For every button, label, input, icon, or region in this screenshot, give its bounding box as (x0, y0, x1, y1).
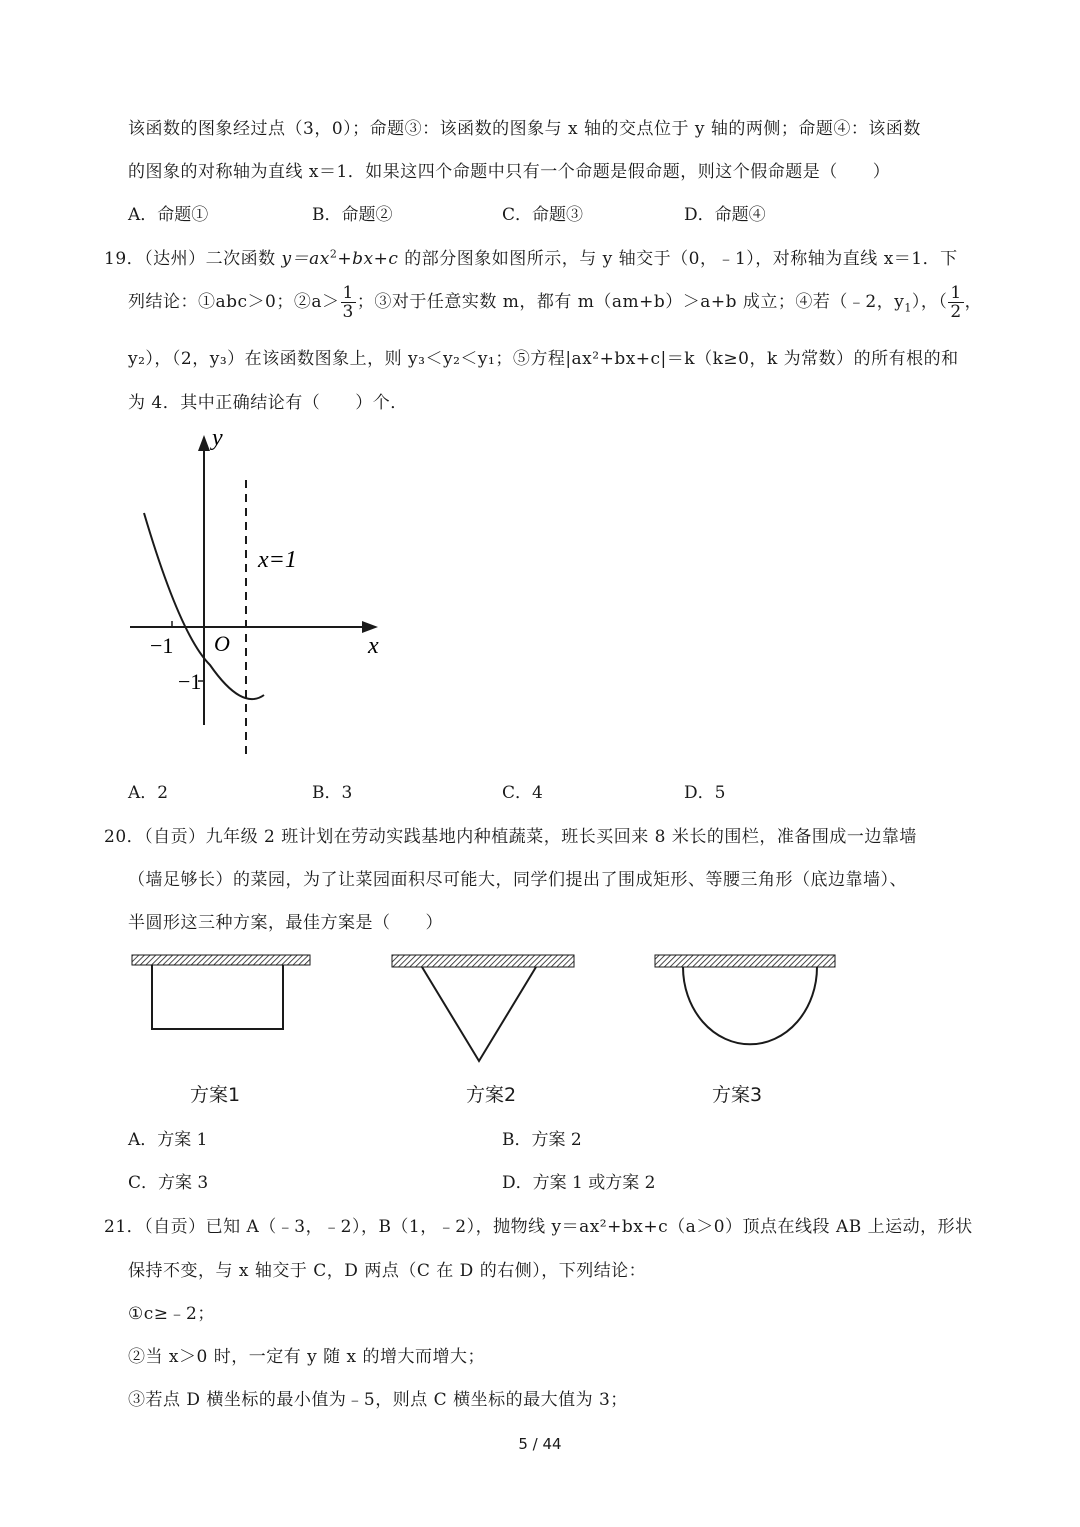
q20-plan-diagrams (120, 945, 850, 1070)
page-number: 5 / 44 (518, 1435, 562, 1453)
q21-item3: ③若点 D 横坐标的最小值为﹣5，则点 C 横坐标的最大值为 3； (128, 1390, 628, 1410)
plan1-wall (132, 955, 310, 965)
fraction-one-third: $\frac{1}{3}$ (342, 283, 354, 322)
q21-text-line2: 保持不变，与 x 轴交于 C，D 两点（C 在 D 的右侧），下列结论： (128, 1261, 647, 1281)
origin-label: O (214, 631, 230, 656)
fraction-one-half: $\frac{1}{2}$ (950, 283, 962, 322)
symmetry-axis-label: x=1 (258, 547, 297, 573)
y-neg-one-label: −1 (178, 669, 202, 694)
q20-option-a: A．方案 1 (128, 1130, 208, 1150)
q19-option-a: A．2 (128, 783, 169, 803)
y-axis-label: y (212, 425, 223, 451)
x-axis-arrow (362, 621, 378, 633)
plan2-caption: 方案2 (466, 1084, 517, 1106)
plan3-caption: 方案3 (712, 1084, 763, 1106)
q18-option-c: C．命题③ (502, 205, 584, 225)
q21-text-line1: 21．（自贡）已知 A（﹣3，﹣2），B（1，﹣2），抛物线 y＝ax²+bx+c（a＞0）顶点在线段 AB 上运动，形状 (104, 1217, 973, 1237)
x-neg-one-label: −1 (150, 633, 174, 658)
q21-item1: ①c≥﹣2； (128, 1304, 215, 1324)
q18-option-a: A．命题① (128, 205, 209, 225)
q20-option-b: B．方案 2 (502, 1130, 582, 1150)
q19-text-line1: 19．（达州）二次函数 $y=ax^2+bx+c$ 的部分图象如图所示，与 y 轴交于（0，﹣1），对称轴为直线 x＝1．下 (104, 247, 958, 269)
q20-text-line3: 半圆形这三种方案，最佳方案是（ ） (128, 913, 443, 933)
q20-text-line1: 20．（自贡）九年级 2 班计划在劳动实践基地内种植蔬菜，班长买回来 8 米长的围栏，准备围成一边靠墙 (104, 827, 917, 847)
q19-option-b: B．3 (312, 783, 353, 803)
plan1-caption: 方案1 (190, 1084, 241, 1106)
plan3-wall (655, 955, 835, 967)
plan2-wall (392, 955, 574, 967)
q18-option-d: D．命题④ (684, 205, 766, 225)
q18-text-line2: 的图象的对称轴为直线 x＝1．如果这四个命题中只有一个命题是假命题，则这个假命题是（ ） (128, 162, 891, 182)
q18-option-b: B．命题② (312, 205, 393, 225)
plan1-rectangle-fence (152, 965, 283, 1029)
q20-text-line2: （墙足够长）的菜园，为了让菜园面积尽可能大，同学们提出了围成矩形、等腰三角形（底边靠墙）、 (128, 870, 907, 890)
q21-item2: ②当 x＞0 时，一定有 y 随 x 的增大而增大； (128, 1347, 486, 1367)
q19-option-c: C．4 (502, 783, 543, 803)
q18-text-line1: 该函数的图象经过点（3，0）；命题③：该函数的图象与 x 轴的交点位于 y 轴的两侧；命题④：该函数 (128, 119, 921, 139)
x-axis-label: x (368, 633, 379, 659)
q20-option-d: D．方案 1 或方案 2 (502, 1173, 656, 1193)
q19-text-line3: y₂），（2，y₃）在该函数图象上，则 y₃＜y₂＜y₁；⑤方程|ax²+bx+c|＝k（k≥0，k 为常数）的所有根的和 (128, 349, 959, 369)
q20-option-c: C．方案 3 (128, 1173, 209, 1193)
q19-text-line2: 列结论：①abc＞0；②a＞ $\frac{1}{3}$ ；③对于任意实数 m，都有 m（am+b）＞a+b 成立；④若（﹣2，$y_1$），（ $\frac{1}{2}$ ， (128, 283, 983, 322)
q19-parabola-graph (120, 425, 400, 770)
plan3-semicircle-fence (683, 967, 817, 1044)
y-axis-arrow (198, 435, 210, 451)
q19-option-d: D．5 (684, 783, 726, 803)
q19-text-line4: 为 4．其中正确结论有（ ）个． (128, 393, 408, 413)
plan2-triangle-fence (422, 967, 536, 1061)
